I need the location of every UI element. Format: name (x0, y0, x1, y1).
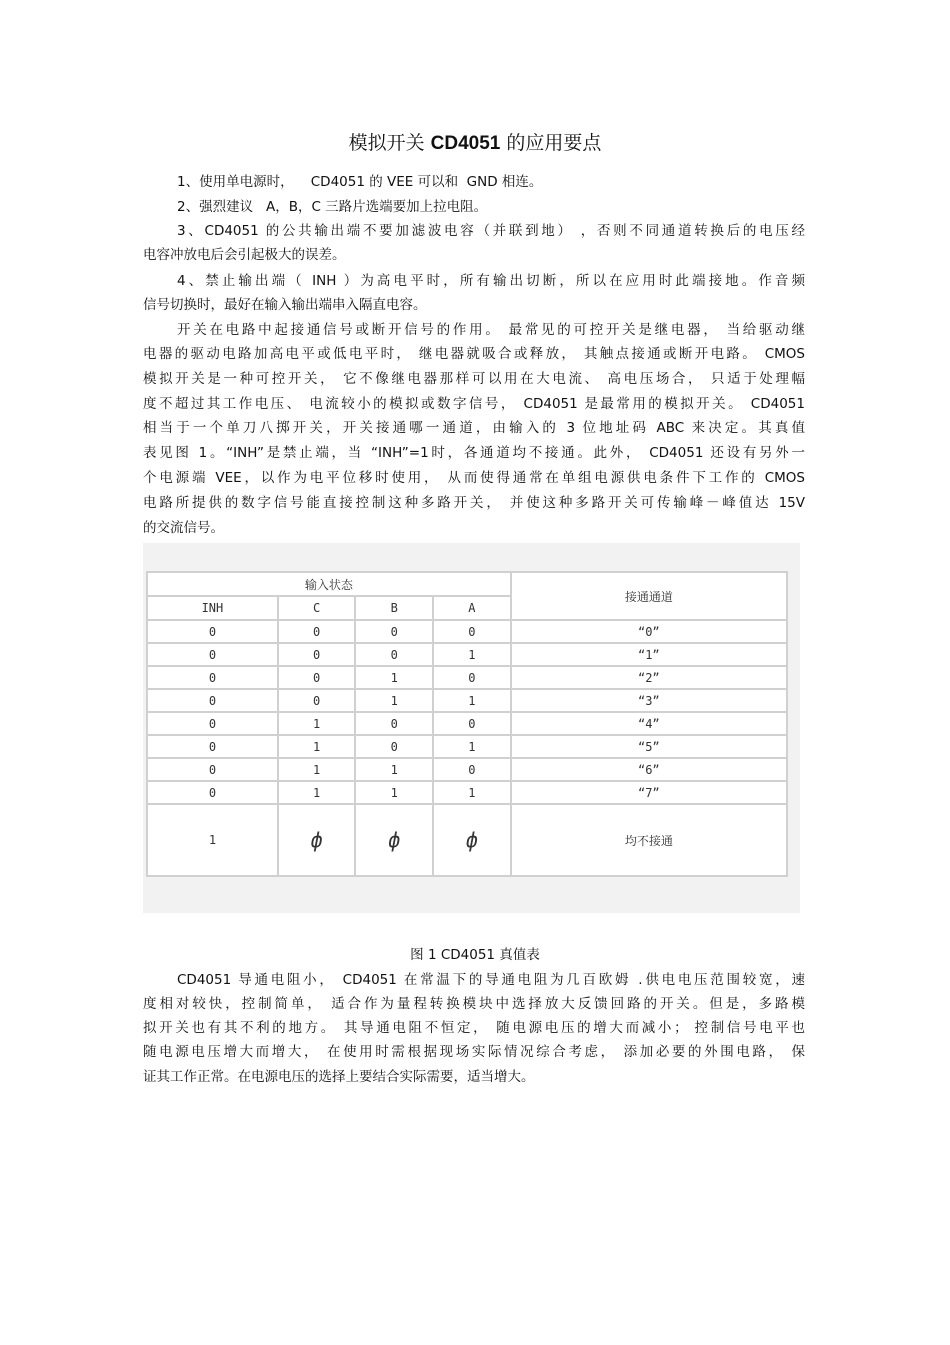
table-cell: 1 (278, 735, 356, 758)
table-cell: 1 (355, 666, 433, 689)
table-cell: 0 (147, 666, 278, 689)
table-row (147, 666, 787, 689)
table-cell: 0 (433, 712, 511, 735)
table-cell: 0 (433, 758, 511, 781)
table-cell: “3” (511, 689, 787, 712)
page-title: 模拟开关 CD4051 的应用要点 (348, 132, 602, 154)
table-cell: ф (355, 804, 433, 876)
table-cell: “4” (511, 712, 787, 735)
table-cell: 0 (278, 666, 356, 689)
table-cell: 0 (147, 620, 278, 643)
table-cell: 0 (278, 620, 356, 643)
table-row (147, 781, 787, 804)
text-line: 相当于一个单刀八掷开关，开关接通哪一通道，由输入的 3 位地址码 ABC 来决定。其真值 (143, 420, 805, 436)
table-cell: 0 (355, 620, 433, 643)
text-line: 4、禁止输出端（ INH ）为高电平时，所有输出切断，所以在应用时此端接地。作音频 (177, 273, 805, 289)
table-cell: 0 (147, 735, 278, 758)
table-cell: 1 (278, 781, 356, 804)
table-row (147, 712, 787, 735)
text-line: 的交流信号。 (143, 520, 224, 536)
column-header: C (278, 596, 356, 620)
table-cell: 1 (147, 804, 278, 876)
table-cell: 1 (278, 712, 356, 735)
table-cell: 0 (147, 758, 278, 781)
text-line: 开关在电路中起接通信号或断开信号的作用。 最常见的可控开关是继电器， 当给驱动继 (177, 322, 805, 338)
column-header: INH (147, 596, 278, 620)
table-cell: 0 (147, 781, 278, 804)
text-line: 信号切换时，最好在输入输出端串入隔直电容。 (143, 297, 427, 313)
table-cell: “6” (511, 758, 787, 781)
table-cell: 0 (147, 643, 278, 666)
table-cell: 1 (433, 735, 511, 758)
text-line: 个电源端 VEE，以作为电平位移时使用， 从而使得通常在单组电源供电条件下工作的 CMOS (143, 470, 805, 486)
column-header: A (433, 596, 511, 620)
table-cell: 1 (355, 689, 433, 712)
table-cell: 0 (278, 643, 356, 666)
table-cell: 均不接通 (511, 804, 787, 876)
text-line: 表见图 1。“INH”是禁止端，当 “INH”=1时，各通道均不接通。此外， CD4051 还设有另外一 (143, 445, 805, 461)
table-cell: 1 (355, 758, 433, 781)
table-cell: “5” (511, 735, 787, 758)
table-cell: 0 (278, 689, 356, 712)
table-cell: ф (278, 804, 356, 876)
text-line: 电容冲放电后会引起极大的误差。 (143, 247, 346, 263)
table-cell: 0 (355, 643, 433, 666)
truth-table (146, 571, 788, 877)
text-line: 度相对较快，控制简单， 适合作为量程转换模块中选择放大反馈回路的开关。但是，多路模 (143, 996, 805, 1012)
text-line: 模拟开关是一种可控开关， 它不像继电器那样可以用在大电流、 高电压场合， 只适于处理幅 (143, 371, 805, 387)
text-line: 拟开关也有其不利的地方。 其导通电阻不恒定， 随电源电压的增大而减小； 控制信号电平也 (143, 1020, 805, 1036)
text-line: 电器的驱动电路加高电平或低电平时， 继电器就吸合或释放， 其触点接通或断开电路。 CMOS (143, 346, 805, 362)
figure-caption: 图 1 CD4051 真值表 (410, 947, 540, 963)
text-line: CD4051 导通电阻小， CD4051 在常温下的导通电阻为几百欧姆 .供电电压范围较宽，速 (177, 972, 805, 988)
table-row-inhibit (147, 804, 787, 876)
table-cell: “2” (511, 666, 787, 689)
text-line: 3、CD4051 的公共输出端不要加滤波电容（并联到地） ，否则不同通道转换后的电压经 (177, 223, 805, 239)
text-line: 1、使用单电源时， CD4051 的 VEE 可以和 GND 相连。 (177, 174, 543, 190)
table-row (147, 620, 787, 643)
text-line: 随电源电压增大而增大， 在使用时需根据现场实际情况综合考虑， 添加必要的外围电路， 保 (143, 1044, 805, 1060)
table-cell: 1 (355, 781, 433, 804)
table-cell: 0 (433, 666, 511, 689)
table-cell: 0 (147, 712, 278, 735)
header-channel: 接通通道 (511, 572, 787, 620)
table-cell: “0” (511, 620, 787, 643)
table-cell: 0 (355, 735, 433, 758)
table-cell: 1 (433, 689, 511, 712)
table-cell: 1 (433, 643, 511, 666)
table-row (147, 643, 787, 666)
table-cell: 0 (433, 620, 511, 643)
truth-table-figure (143, 543, 800, 913)
header-input-state: 输入状态 (147, 572, 511, 596)
table-row (147, 689, 787, 712)
text-line: 电路所提供的数字信号能直接控制这种多路开关， 并使这种多路开关可传输峰－峰值达 15V (143, 495, 805, 511)
text-line: 证其工作正常。在电源电压的选择上要结合实际需要，适当增大。 (143, 1069, 535, 1085)
table-cell: 1 (278, 758, 356, 781)
column-header: B (355, 596, 433, 620)
table-row (147, 735, 787, 758)
table-cell: ф (433, 804, 511, 876)
table-cell: 1 (433, 781, 511, 804)
table-row (147, 758, 787, 781)
table-cell: 0 (355, 712, 433, 735)
text-line: 度不超过其工作电压、 电流较小的模拟或数字信号， CD4051 是最常用的模拟开关。 CD4051 (143, 396, 805, 412)
table-cell: 0 (147, 689, 278, 712)
text-line: 2、强烈建议 A，B，C 三路片选端要加上拉电阻。 (177, 199, 488, 215)
table-cell: “1” (511, 643, 787, 666)
table-cell: “7” (511, 781, 787, 804)
